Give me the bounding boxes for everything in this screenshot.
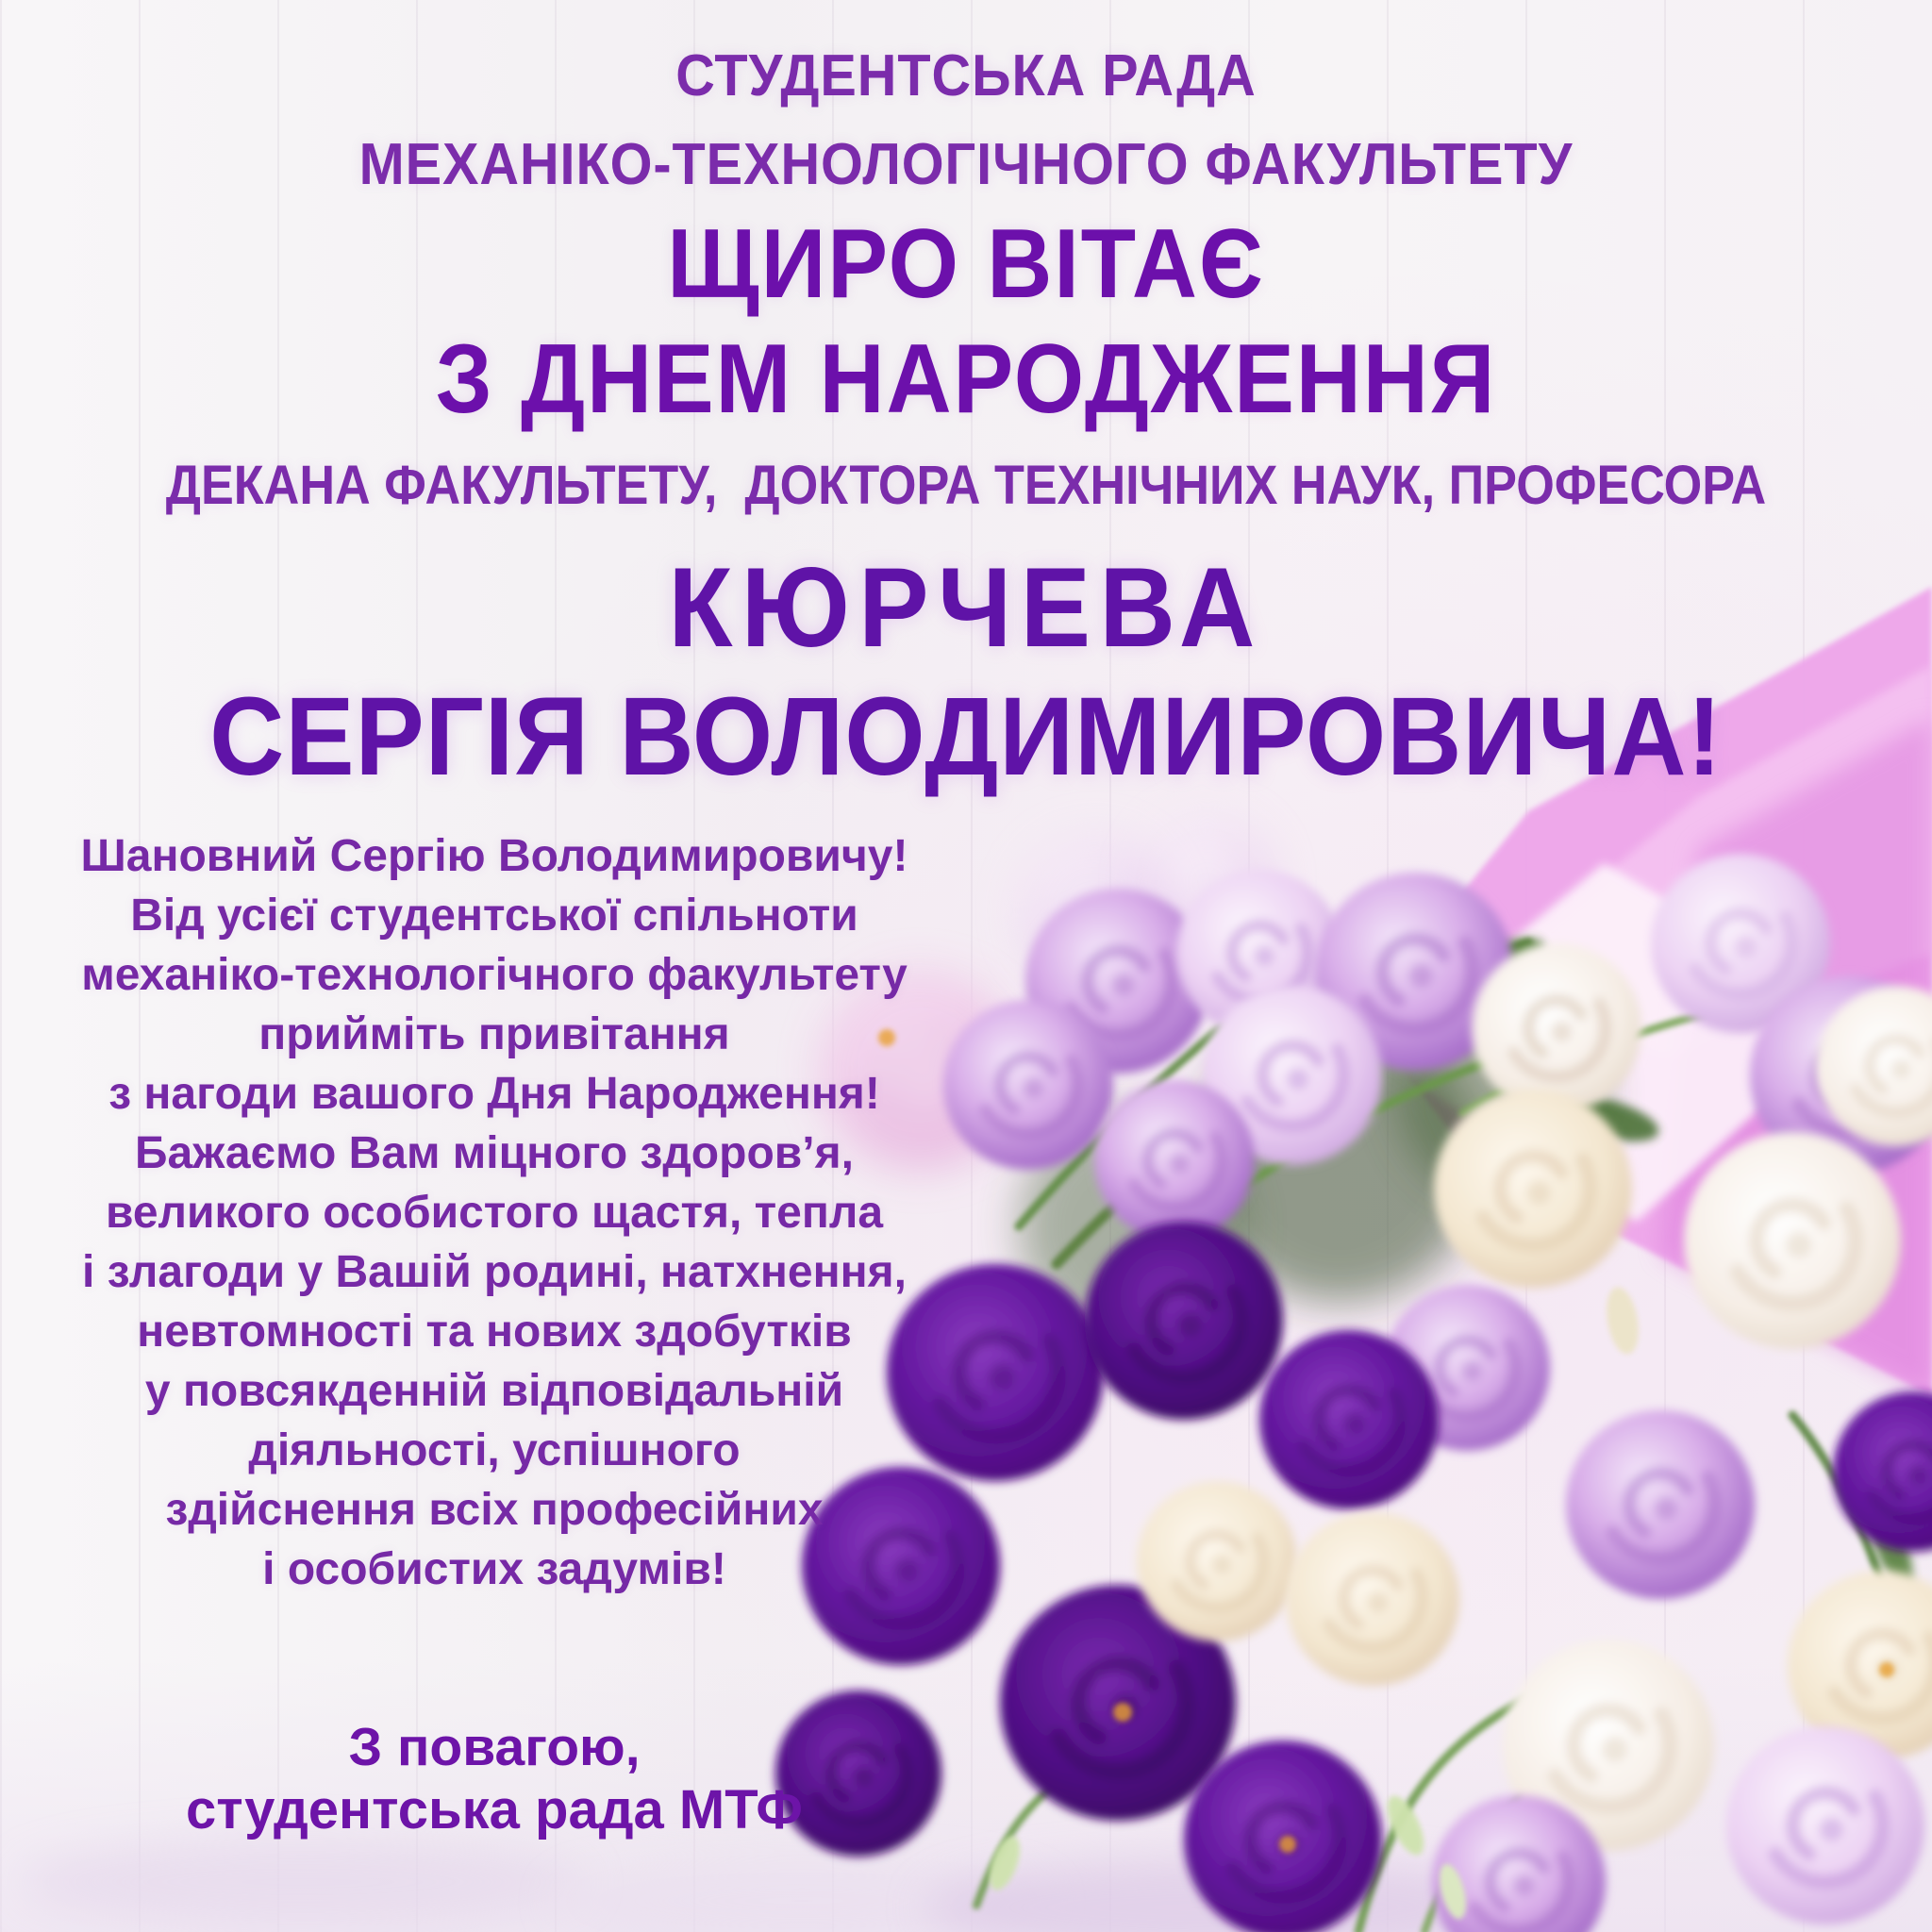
header-line-1: СТУДЕНТСЬКА РАДА <box>675 43 1257 108</box>
message-line: Від усієї студентської спільноти <box>130 891 858 941</box>
honoree-surname: КЮРЧЕВА <box>668 544 1264 671</box>
message-line: з нагоди вашого Дня Народження! <box>108 1069 880 1119</box>
message-line: у повсякденній відповідальній <box>144 1366 844 1416</box>
message-line: діяльності, успішного <box>248 1425 741 1475</box>
message-line: прийміть привітання <box>258 1009 730 1059</box>
message-line: Шановний Сергію Володимировичу! <box>80 831 908 881</box>
message-line: здійснення всіх професійних <box>165 1485 824 1535</box>
honoree-titles: ДЕКАНА ФАКУЛЬТЕТУ, ДОКТОРА ТЕХНІЧНИХ НАУК, ПРОФЕСОРА <box>165 455 1767 516</box>
message-line: і злагоди у Вашій родині, натхнення, <box>82 1247 907 1297</box>
header-line-2: МЕХАНІКО-ТЕХНОЛОГІЧНОГО ФАКУЛЬТЕТУ <box>358 132 1574 197</box>
message-line: механіко-технологічного факультету <box>81 950 908 1000</box>
greeting-line-2: З ДНЕМ НАРОДЖЕННЯ <box>435 325 1497 434</box>
message-line: Бажаємо Вам міцного здоров’я, <box>135 1128 854 1178</box>
greeting-message <box>6 826 983 1599</box>
message-line: і особистих задумів! <box>262 1544 726 1594</box>
message-line: великого особистого щастя, тепла <box>105 1188 884 1238</box>
greeting-line-1: ЩИРО ВІТАЄ <box>667 209 1265 319</box>
honoree-name-patronymic: СЕРГІЯ ВОЛОДИМИРОВИЧА! <box>209 675 1723 799</box>
message-line: невтомності та нових здобутків <box>137 1307 852 1357</box>
signature-line-2: студентська рада МТФ <box>186 1779 803 1840</box>
signature-line-1: З повагою, <box>348 1717 641 1777</box>
